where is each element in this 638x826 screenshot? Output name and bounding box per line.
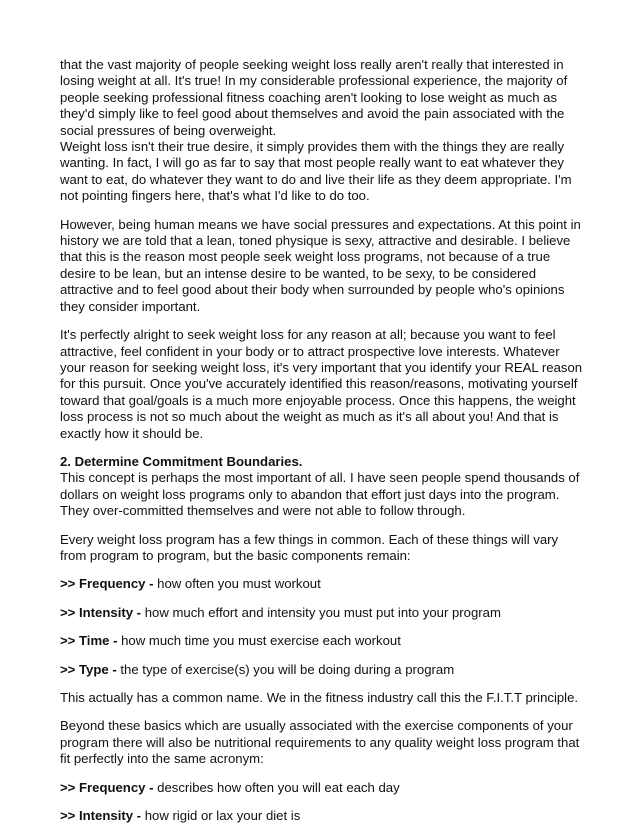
paragraph-true-desire: Weight loss isn't their true desire, it simply provides them with the things they are really wanting. In fact, I will go as far to say that most people really want to eat whatever they want to eat, do whatever they want to do and live their life as they deem appropriate. I'm not pointing fingers here, that's what I'd like to do too. [60, 139, 572, 204]
term-description: describes how often you will eat each day [153, 779, 400, 795]
list-item-intensity [60, 605, 588, 621]
paragraph-social-pressures: However, being human means we have social pressures and expectations. At this point in history we are told that a lean, toned physique is sexy, attractive and desirable. I believe that this is the reason most people seek weight loss programs, not because of a true desire to be lean, but an intense desire to be wanted, to be sexy, to be considered attractive and to feel good about their body when surrounded by people who's opinions they consider important. [60, 216, 581, 314]
list-item-nutrition-frequency [60, 780, 588, 796]
list-item-time [60, 633, 588, 649]
paragraph-nutrition: Beyond these basics which are usually associated with the exercise components of your program there will also be nutritional requirements to any quality weight loss program that fit perfectly into the same acronym: [60, 718, 580, 767]
term-description: how much time you must exercise each workout [117, 633, 401, 649]
term-label: >> Type - [60, 661, 117, 677]
term-label: >> Intensity - [60, 808, 142, 824]
list-item-type [60, 662, 588, 678]
document-page [60, 57, 588, 824]
list-item-frequency [60, 576, 588, 592]
section-heading: 2. Determine Commitment Boundaries. [60, 453, 303, 469]
term-label: >> Frequency - [60, 576, 154, 592]
term-description: how rigid or lax your diet is [141, 808, 301, 824]
term-label: >> Time - [60, 633, 118, 649]
paragraph-components: Every weight loss program has a few things in common. Each of these things will vary from program to program, but the basic components remain: [60, 531, 559, 563]
term-description: how often you must workout [153, 576, 321, 592]
paragraph-fitt: This actually has a common name. We in the fitness industry call this the F.I.T.T principle. [60, 690, 579, 705]
paragraph-overweight-intro: that the vast majority of people seeking weight loss really aren't really that interested in losing weight at all. It's true! In my considerable professional experience, the majority of people seeking professional fitness coaching aren't looking to lose weight as much as they'd simply like to feel good about themselves and avoid the pain associated with the social pressures of being overweight. [60, 57, 568, 138]
term-label: >> Intensity - [60, 604, 142, 620]
list-item-nutrition-intensity [60, 808, 588, 824]
term-description: how much effort and intensity you must put into your program [141, 604, 501, 620]
paragraph-commitment: This concept is perhaps the most important of all. I have seen people spend thousands of dollars on weight loss programs only to abandon that effort just days into the program. They over-committed themselves and were not able to follow through. [60, 470, 580, 519]
paragraph-real-reason: It's perfectly alright to seek weight loss for any reason at all; because you want to feel attractive, feel confident in your body or to attract prospective love interests. Whatever your reason for seeking weight loss, it's very important that you identify your REAL reason for this pursuit. Once you've accurately identified this reason/reasons, motivating yourself toward that goal/goals is a much more enjoyable process. Once this happens, the weight loss process is not so much about the weight as much as it's all about you! And that is exactly how it should be. [60, 327, 583, 441]
term-description: the type of exercise(s) you will be doing during a program [116, 661, 455, 677]
term-label: >> Frequency - [60, 779, 154, 795]
section-commitment [60, 454, 588, 520]
